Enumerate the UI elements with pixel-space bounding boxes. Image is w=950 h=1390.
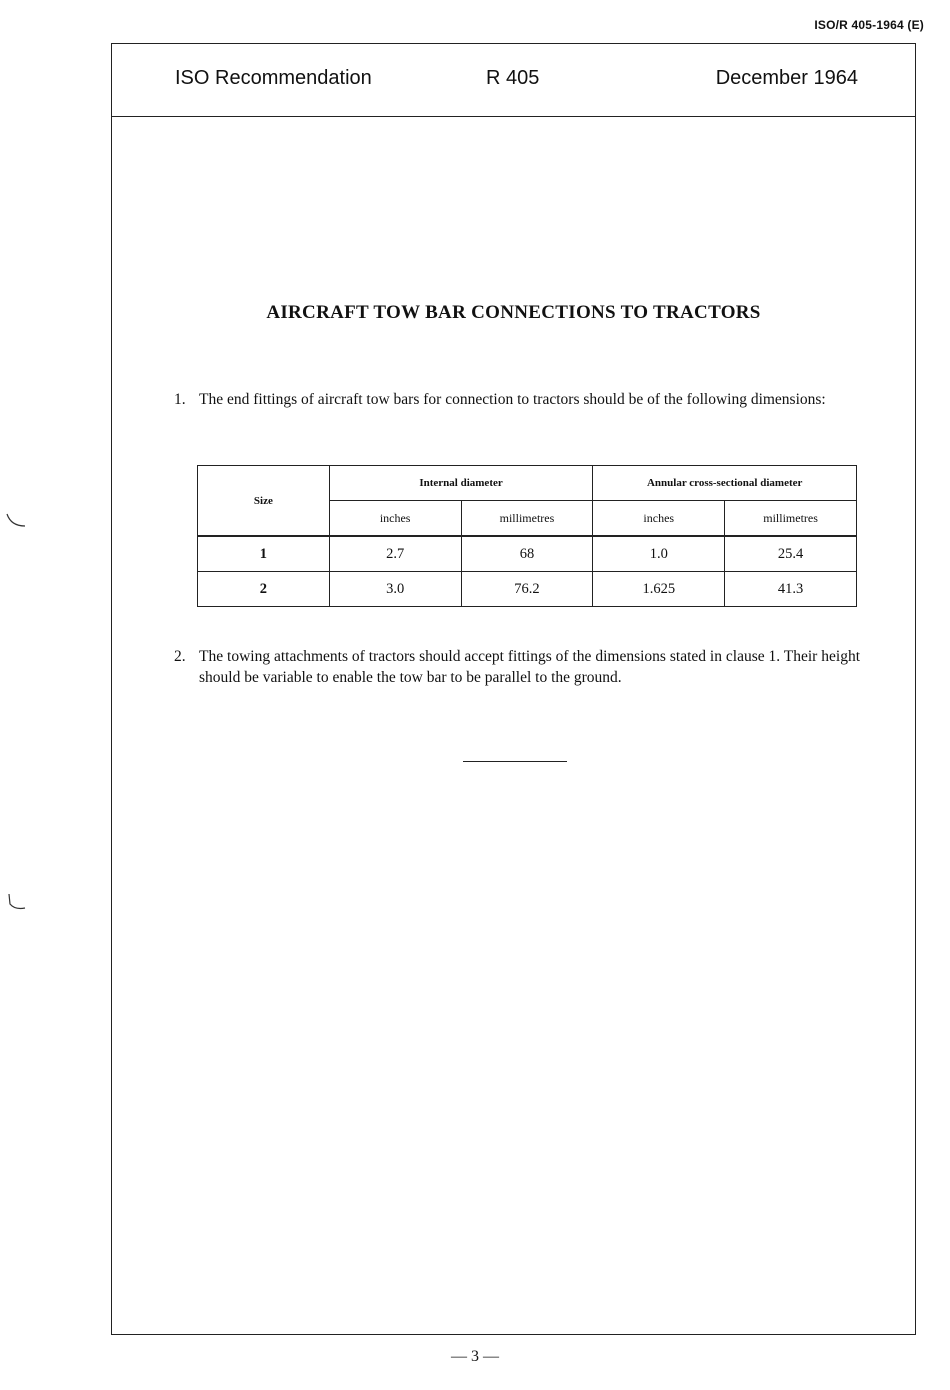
- size-cell: 2: [198, 572, 330, 607]
- unit-header: millimetres: [461, 501, 593, 537]
- margin-mark-lower: [5, 892, 29, 914]
- page-frame: [111, 43, 916, 1335]
- table-cell: 1.0: [593, 536, 725, 572]
- table-row: [198, 572, 857, 607]
- table-cell: 68: [461, 536, 593, 572]
- header-series: ISO Recommendation: [175, 67, 372, 89]
- unit-header: inches: [329, 501, 461, 537]
- table-cell: 1.625: [593, 572, 725, 607]
- clause-1: [174, 389, 860, 410]
- margin-mark: [5, 512, 29, 532]
- table-row: [198, 536, 857, 572]
- header-number: R 405: [486, 67, 540, 89]
- unit-header: inches: [593, 501, 725, 537]
- header-date: December 1964: [715, 67, 858, 89]
- clause-2-text: The towing attachments of tractors should accept fittings of the dimensions stated in clause 1. Their height should be variable to enable the tow bar to be parallel to the ground.: [199, 648, 860, 686]
- page-header: [112, 44, 915, 117]
- page-number: — 3 —: [451, 1348, 499, 1365]
- unit-header: millimetres: [725, 501, 857, 537]
- clause-1-text: The end fittings of aircraft tow bars for connection to tractors should be of the following dimensions:: [199, 391, 826, 408]
- size-cell: 1: [198, 536, 330, 572]
- table-cell: 3.0: [329, 572, 461, 607]
- table-cell: 76.2: [461, 572, 593, 607]
- page-title: AIRCRAFT TOW BAR CONNECTIONS TO TRACTORS: [266, 302, 761, 323]
- annular-diameter-header: Annular cross-sectional diameter: [593, 466, 857, 501]
- table-cell: 2.7: [329, 536, 461, 572]
- clause-1-number: 1.: [174, 391, 186, 408]
- table-cell: 25.4: [725, 536, 857, 572]
- size-header: Size: [198, 466, 330, 537]
- document-reference: ISO/R 405-1964 (E): [814, 18, 924, 32]
- clause-2: [174, 646, 860, 688]
- dimensions-table: [197, 465, 857, 607]
- internal-diameter-header: Internal diameter: [329, 466, 593, 501]
- table-cell: 41.3: [725, 572, 857, 607]
- clause-2-number: 2.: [174, 648, 186, 665]
- end-rule: [463, 761, 567, 762]
